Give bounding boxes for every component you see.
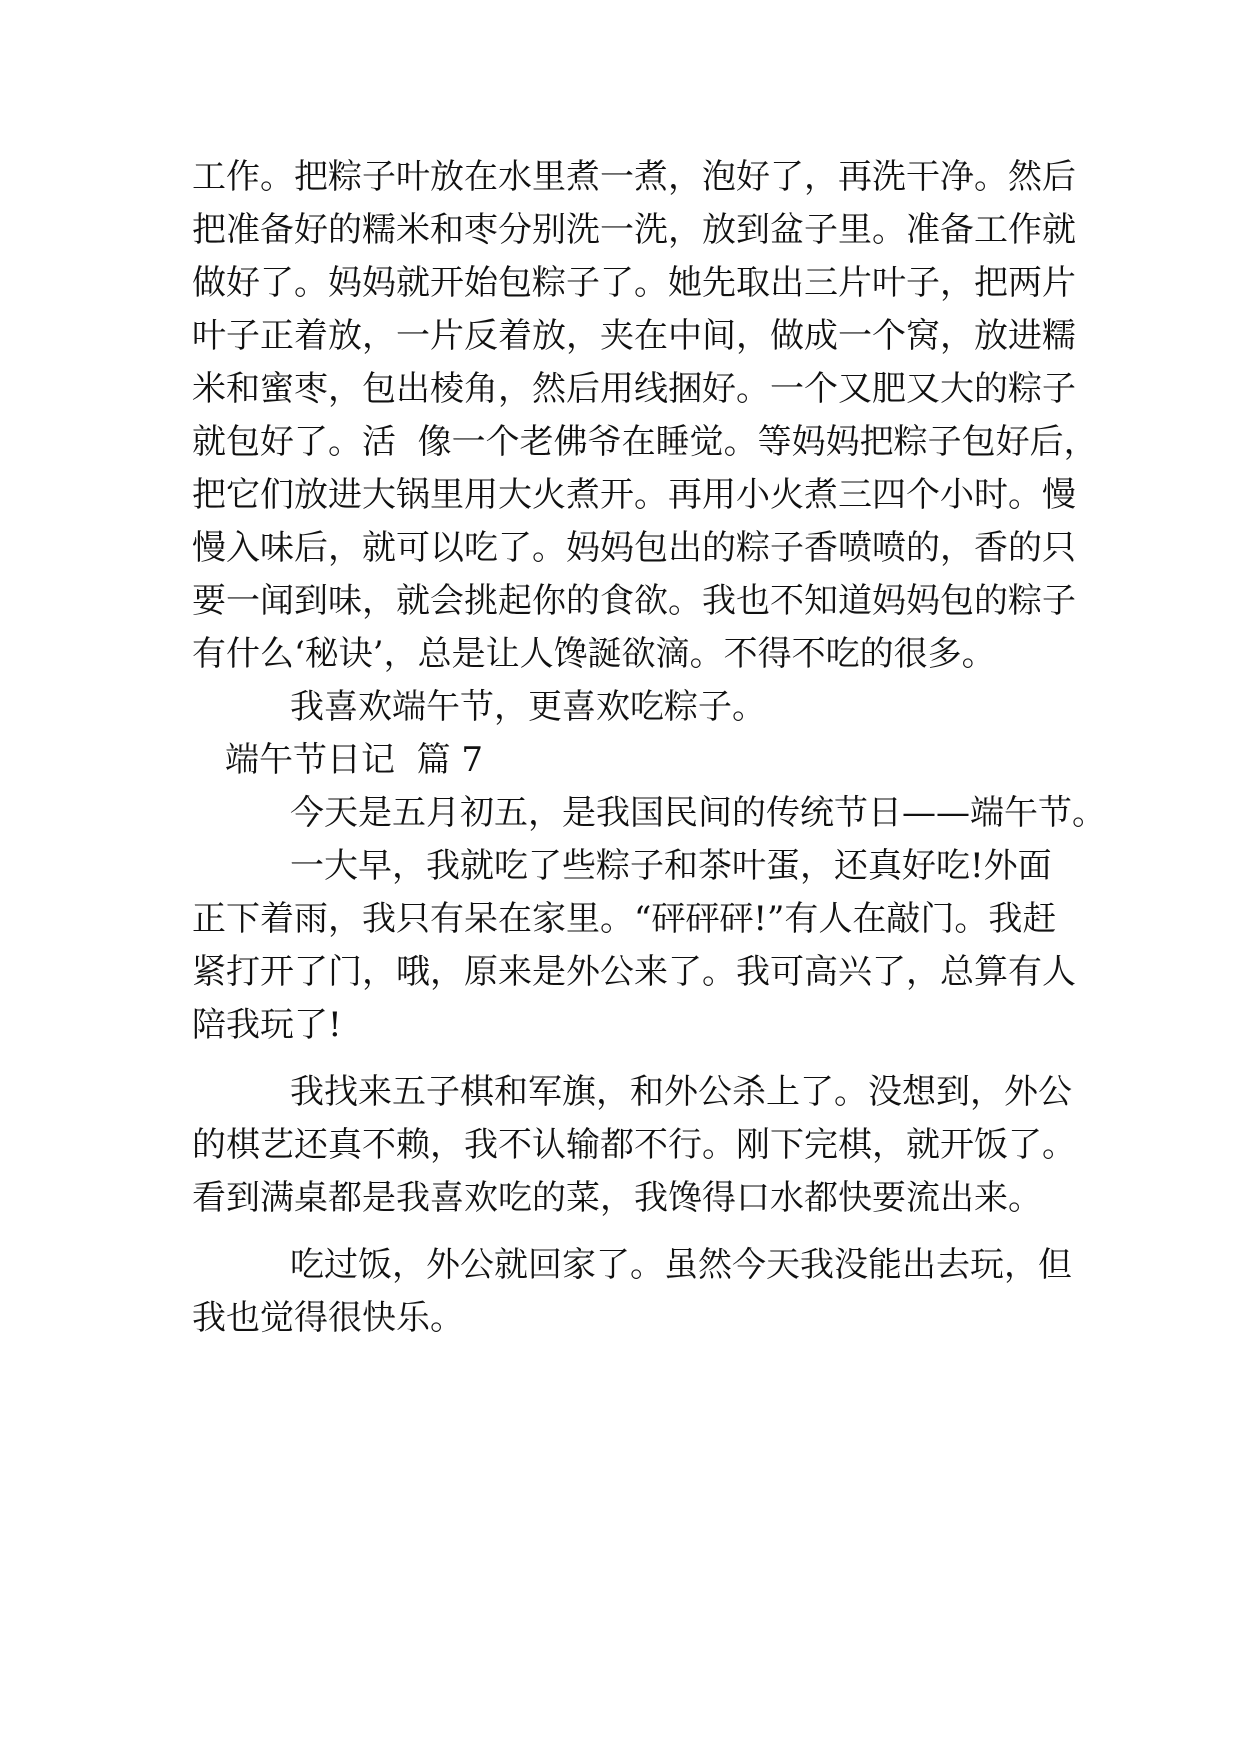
section-heading: 端午节日记 篇 7 [225, 740, 484, 780]
text-line: 有什么‘秘诀’，总是让人馋誕欲滴。不得不吃的很多。 [192, 634, 996, 674]
text-line: 慢入味后，就可以吃了。妈妈包出的粽子香喷喷的，香的只 [192, 528, 1076, 568]
paragraph-line: 我喜欢端午节，更喜欢吃粽子。 [290, 687, 766, 727]
text-line: 正下着雨，我只有呆在家里。“砰砰砰!”有人在敲门。我赶 [192, 899, 1057, 939]
text-line: 米和蜜枣，包出棱角，然后用线捆好。一个又肥又大的粽子 [192, 369, 1076, 409]
text-line: 看到满桌都是我喜欢吃的菜，我馋得口水都快要流出来。 [192, 1178, 1042, 1218]
text-line: 紧打开了门，哦，原来是外公来了。我可高兴了，总算有人 [192, 952, 1076, 992]
text-line: 我也觉得很快乐。 [192, 1298, 464, 1338]
text-line: 要一闻到味，就会挑起你的食欲。我也不知道妈妈包的粽子 [192, 581, 1076, 621]
paragraph-line: 一大早，我就吃了些粽子和茶叶蛋，还真好吃!外面 [290, 846, 1052, 886]
paragraph-line: 我找来五子棋和军旗，和外公杀上了。没想到，外公 [290, 1072, 1072, 1112]
text-line: 把准备好的糯米和枣分别洗一洗，放到盆子里。准备工作就 [192, 210, 1076, 250]
paragraph-line: 吃过饭，外公就回家了。虽然今天我没能出去玩，但 [290, 1245, 1072, 1285]
text-line: 把它们放进大锅里用大火煮开。再用小火煮三四个小时。慢 [192, 475, 1076, 515]
text-line: 工作。把粽子叶放在水里煮一煮，泡好了，再洗干净。然后 [192, 157, 1076, 197]
text-line: 做好了。妈妈就开始包粽子了。她先取出三片叶子，把两片 [192, 263, 1076, 303]
paragraph-line: 今天是五月初五，是我国民间的传统节日——端午节。 [290, 793, 1106, 833]
text-line: 叶子正着放，一片反着放，夹在中间，做成一个窝，放进糯 [192, 316, 1076, 356]
text-line: 就包好了。活 像一个老佛爷在睡觉。等妈妈把粽子包好后， [192, 422, 1098, 462]
text-line: 的棋艺还真不赖，我不认输都不行。刚下完棋，就开饭了。 [192, 1125, 1076, 1165]
text-line: 陪我玩了! [192, 1005, 342, 1045]
